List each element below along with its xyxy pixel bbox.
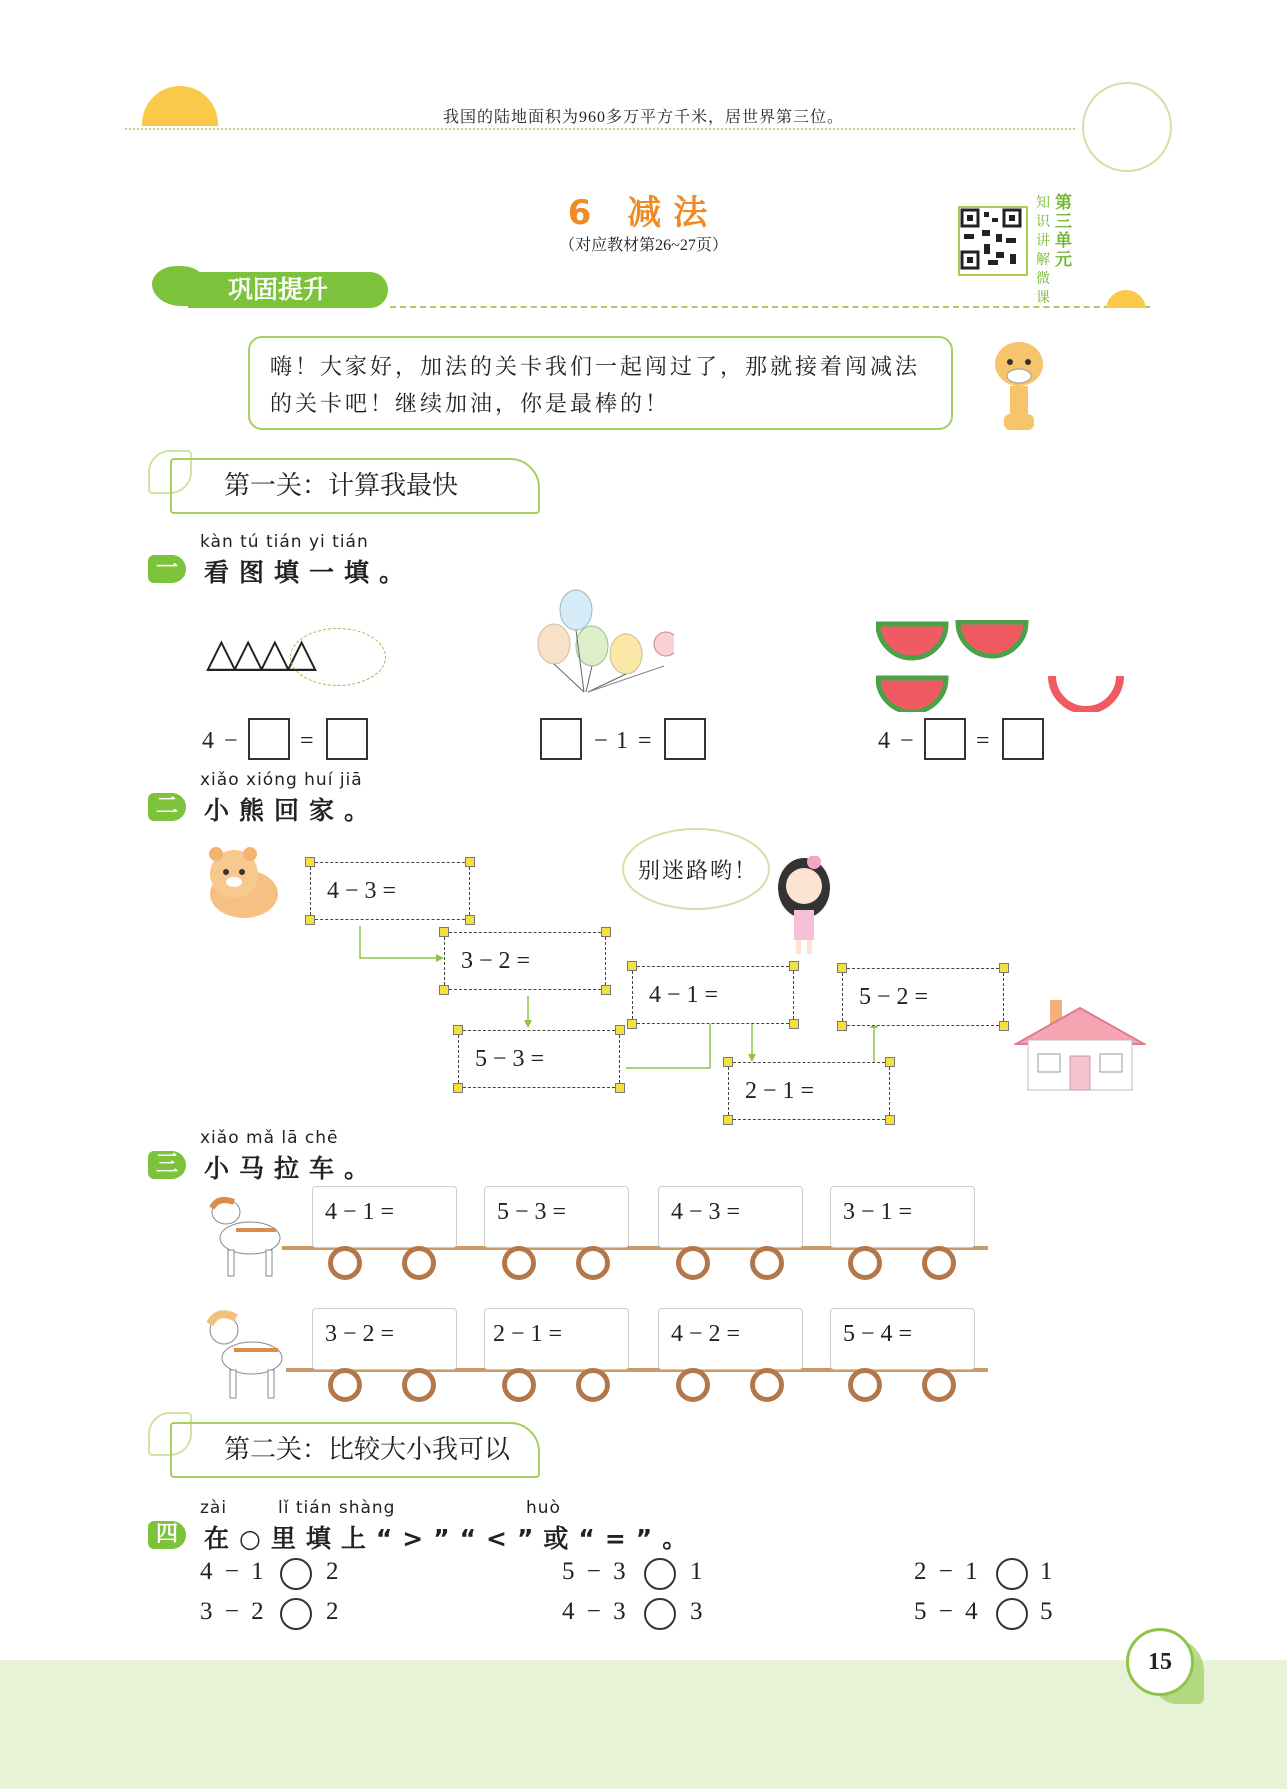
q3-number: 三 (148, 1151, 186, 1179)
wheel-icon (576, 1368, 610, 1402)
compare-2-circle[interactable] (644, 1558, 676, 1590)
cart-row2-3[interactable] (658, 1308, 803, 1370)
q3-question: 小马拉车。 (204, 1154, 380, 1183)
cart-row1-1[interactable] (312, 1186, 457, 1248)
corner-marker (453, 1083, 463, 1093)
corner-marker (305, 857, 315, 867)
compare-5-circle[interactable] (644, 1598, 676, 1630)
corner-marker (723, 1057, 733, 1067)
corner-marker (885, 1115, 895, 1125)
wheel-icon (676, 1246, 710, 1280)
q4-question: 在○里填上“>”“<”或“=”。 (204, 1524, 698, 1553)
cart-row1-2-text: 5 − 3 = (497, 1199, 567, 1225)
corner-marker (615, 1083, 625, 1093)
wheel-icon (328, 1246, 362, 1280)
q1-eq2-b: 1 (616, 728, 628, 754)
cart-row2-2[interactable] (484, 1308, 629, 1370)
compare-5-left: 4 − 3 (562, 1598, 626, 1625)
cart-row1-1-text: 4 − 1 = (325, 1199, 395, 1225)
path-step-4[interactable] (632, 966, 794, 1024)
intro-speech-bubble: 嗨！大家好，加法的关卡我们一起闯过了，那就接着闯减法的关卡吧！继续加油，你是最棒的！ (248, 336, 953, 430)
section-banner: 巩固提升 (188, 272, 388, 308)
q4-number: 四 (148, 1521, 186, 1549)
corner-marker (453, 1025, 463, 1035)
path-step-5[interactable] (728, 1062, 890, 1120)
wheel-icon (848, 1368, 882, 1402)
q1-pinyin: kàn tú tián yi tián (200, 532, 369, 552)
path-step-6[interactable] (842, 968, 1004, 1026)
corner-marker (789, 961, 799, 971)
level2-heading: 第二关：比较大小我可以 (170, 1422, 540, 1478)
wheel-icon (502, 1368, 536, 1402)
wheel-icon (328, 1368, 362, 1402)
corner-marker (999, 1021, 1009, 1031)
house-icon (1014, 1000, 1146, 1092)
q1-question: 看图填一填。 (204, 558, 415, 587)
wheel-icon (922, 1246, 956, 1280)
corner-marker (789, 1019, 799, 1029)
q1-eq1-a: 4 (202, 728, 214, 754)
q4-pinyin-a: zài (200, 1498, 228, 1518)
cart-row2-3-text: 4 − 2 = (671, 1321, 741, 1347)
lesson-title: 6 减法 (567, 193, 720, 233)
cart-row1-2[interactable] (484, 1186, 629, 1248)
corner-marker (627, 961, 637, 971)
path-step-2-text: 3 − 2 = (461, 948, 531, 974)
q2-pinyin: xiǎo xióng huí jiā (200, 770, 363, 790)
corner-marker (627, 1019, 637, 1029)
compare-6-right: 5 (1040, 1598, 1053, 1625)
q4-pinyin-b: lǐ tián shàng (278, 1498, 396, 1518)
path-step-6-text: 5 − 2 = (859, 984, 929, 1010)
cart-row2-4-text: 5 − 4 = (843, 1321, 913, 1347)
wheel-icon (402, 1368, 436, 1402)
level1-heading: 第一关：计算我最快 (170, 458, 540, 514)
compare-3-left: 2 − 1 (914, 1558, 978, 1585)
q1-eq3-op: − (900, 728, 914, 754)
cart-row1-3-text: 4 − 3 = (671, 1199, 741, 1225)
path-step-3[interactable] (458, 1030, 620, 1088)
compare-2-left: 5 − 3 (562, 1558, 626, 1585)
compare-6-circle[interactable] (996, 1598, 1028, 1630)
path-step-1-text: 4 − 3 = (327, 878, 397, 904)
cart-row1-4-text: 3 − 1 = (843, 1199, 913, 1225)
compare-3-right: 1 (1040, 1558, 1053, 1585)
cart-row2-4[interactable] (830, 1308, 975, 1370)
unit-label: 第三单元 (1055, 193, 1072, 270)
wheel-icon (502, 1246, 536, 1280)
horse-icon (206, 1194, 292, 1278)
horse-icon (204, 1308, 294, 1400)
corner-marker (615, 1025, 625, 1035)
corner-marker (723, 1115, 733, 1125)
q1-eq3-a: 4 (878, 728, 890, 754)
path-step-3-text: 5 − 3 = (475, 1046, 545, 1072)
wheel-icon (402, 1246, 436, 1280)
header-tagline: 我国的陆地面积为960多万平方千米，居世界第三位。 (442, 109, 844, 126)
compare-4-circle[interactable] (280, 1598, 312, 1630)
corner-marker (439, 985, 449, 995)
corner-marker (601, 927, 611, 937)
wheel-icon (750, 1246, 784, 1280)
footer-background (0, 1660, 1287, 1789)
compare-3-circle[interactable] (996, 1558, 1028, 1590)
corner-marker (465, 915, 475, 925)
wheel-icon (922, 1368, 956, 1402)
triangles-figure: △△△△ (206, 630, 314, 676)
compare-1-circle[interactable] (280, 1558, 312, 1590)
corner-marker (837, 963, 847, 973)
wheel-icon (848, 1246, 882, 1280)
q1-eq3-eq: = (976, 728, 990, 754)
path-step-2[interactable] (444, 932, 606, 990)
corner-marker (465, 857, 475, 867)
compare-2-right: 1 (690, 1558, 703, 1585)
cart-row1-4[interactable] (830, 1186, 975, 1248)
path-step-5-text: 2 − 1 = (745, 1078, 815, 1104)
cart-row2-1-text: 3 − 2 = (325, 1321, 395, 1347)
compare-5-right: 3 (690, 1598, 703, 1625)
q4-pinyin-c: huò (526, 1498, 561, 1518)
lesson-subtitle: （对应教材第26~27页） (559, 237, 728, 254)
q2-number: 二 (148, 793, 186, 821)
corner-marker (601, 985, 611, 995)
path-step-4-text: 4 − 1 = (649, 982, 719, 1008)
compare-4-left: 3 − 2 (200, 1598, 264, 1625)
path-step-1[interactable] (310, 862, 470, 920)
micro-lesson-label: 知识讲解微课 (1036, 195, 1050, 306)
page-number: 15 (1126, 1628, 1194, 1696)
q1-eq1-eq: = (300, 728, 314, 754)
q2-question: 小熊回家。 (204, 796, 380, 825)
q1-eq2-op: − (594, 728, 608, 754)
cart-row1-3[interactable] (658, 1186, 803, 1248)
q1-eq2-eq: = (638, 728, 652, 754)
girl-bubble-text: 别迷路哟！ (638, 858, 759, 883)
q1-eq1-op: − (224, 728, 238, 754)
corner-marker (999, 963, 1009, 973)
q3-pinyin: xiǎo mǎ lā chē (200, 1128, 339, 1148)
cart-row2-2-text: 2 − 1 = (493, 1321, 563, 1347)
wheel-icon (750, 1368, 784, 1402)
cart-row2-1[interactable] (312, 1308, 457, 1370)
q1-number: 一 (148, 555, 186, 583)
compare-4-right: 2 (326, 1598, 339, 1625)
corner-marker (439, 927, 449, 937)
corner-marker (837, 1021, 847, 1031)
compare-1-left: 4 − 1 (200, 1558, 264, 1585)
wheel-icon (576, 1246, 610, 1280)
wheel-icon (676, 1368, 710, 1402)
corner-marker (305, 915, 315, 925)
compare-1-right: 2 (326, 1558, 339, 1585)
corner-marker (885, 1057, 895, 1067)
compare-6-left: 5 − 4 (914, 1598, 978, 1625)
